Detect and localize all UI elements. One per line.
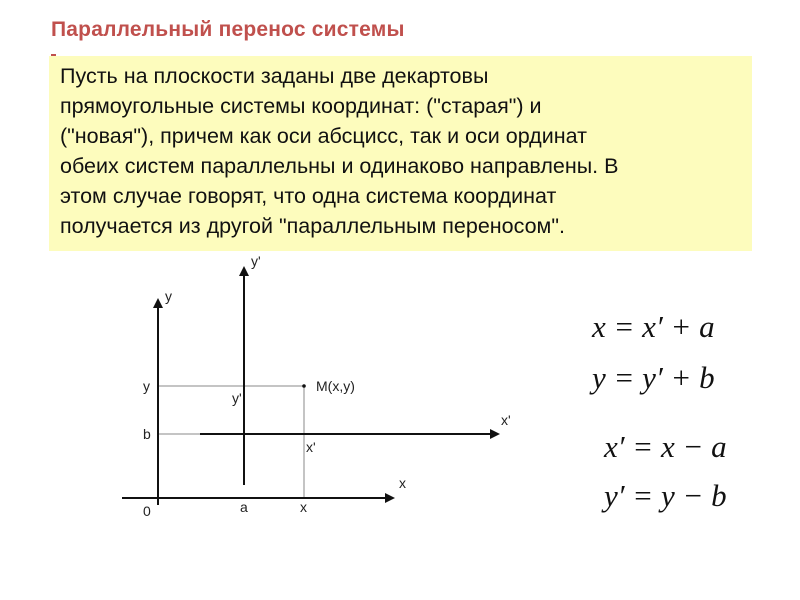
note-line-5: этом случае говорят, что одна система координат bbox=[60, 184, 557, 208]
point-m-label: M(x,y) bbox=[316, 378, 355, 394]
note-line-1: Пусть на плоскости заданы две декартовы bbox=[60, 64, 489, 88]
note-line-2: прямоугольные системы координат: ("старая") и bbox=[60, 94, 542, 118]
formula-x: x = x′ + a bbox=[592, 309, 715, 344]
tick-label-x: x bbox=[300, 499, 307, 515]
y-prime-value-label: y' bbox=[232, 390, 242, 406]
y-prime-axis-label: y' bbox=[251, 253, 261, 269]
note-line-6: получается из другой "параллельным переносом". bbox=[60, 214, 565, 238]
x-prime-value-label: x' bbox=[306, 439, 316, 455]
tick-label-a: a bbox=[240, 499, 248, 515]
formula-x-prime: x′ = x − a bbox=[604, 429, 727, 464]
tick-label-b: b bbox=[143, 426, 151, 442]
formula-y-prime: y′ = y − b bbox=[604, 478, 727, 513]
formula-y: y = y′ + b bbox=[592, 360, 715, 395]
point-m bbox=[302, 384, 306, 388]
slide-title: Параллельный перенос системы bbox=[51, 18, 405, 41]
origin-label: 0 bbox=[143, 503, 151, 519]
note-line-4: обеих систем параллельны и одинаково направлены. В bbox=[60, 154, 619, 178]
y-axis-label: y bbox=[165, 288, 172, 304]
x-axis-label: x bbox=[399, 475, 406, 491]
tick-label-y: y bbox=[143, 378, 150, 394]
note-line-3: ("новая"), причем как оси абсцисс, так и оси ординат bbox=[60, 124, 587, 148]
helper-lines bbox=[158, 386, 304, 498]
x-prime-axis-label: x' bbox=[501, 412, 511, 428]
